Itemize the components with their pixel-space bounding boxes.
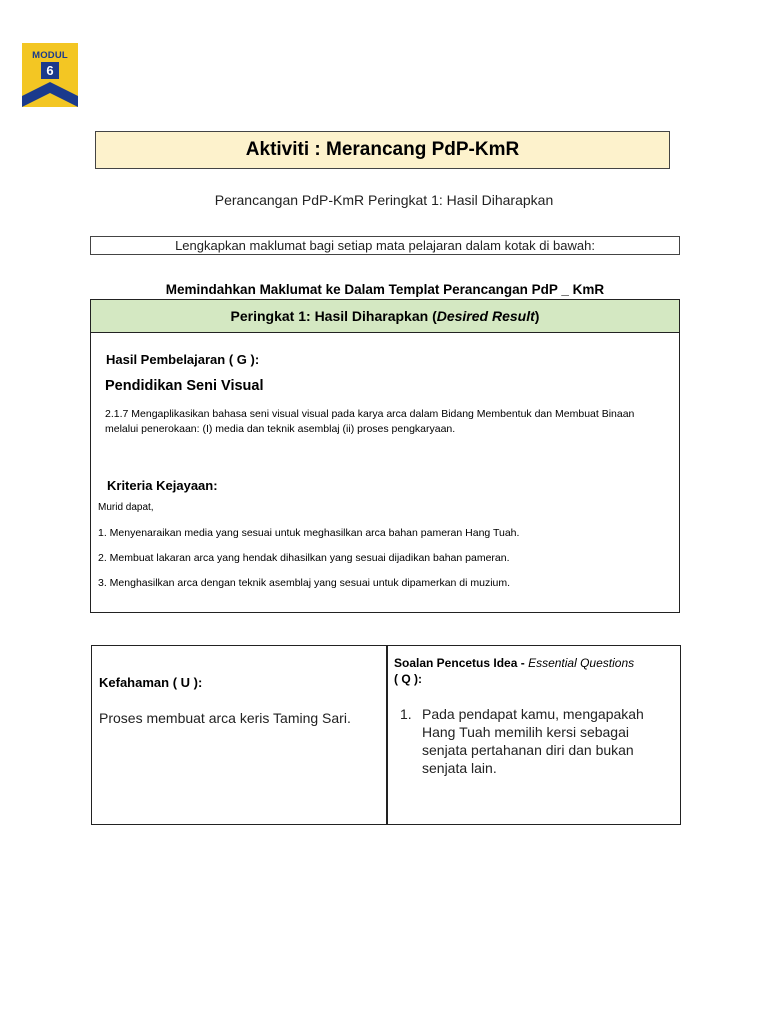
desired-result-header <box>91 300 679 333</box>
question-text: Pada pendapat kamu, mengapakah Hang Tuah memilih kersi sebagai senjata pertahanan diri dan bukan senjata lain. <box>422 706 644 776</box>
chevron-up-icon <box>22 79 78 107</box>
badge-number: 6 <box>41 62 59 79</box>
learning-standard: 2.1.7 Mengaplikasikan bahasa seni visual visual pada karya arca dalam Bidang Membentuk dan Membuat Binaan melalui penerokaan: (I) media dan teknik asemblaj (ii) proses pengkaryaan. <box>105 408 635 435</box>
understanding-text: Proses membuat arca keris Taming Sari. <box>99 710 351 726</box>
essential-questions-label <box>394 655 676 687</box>
column-divider <box>386 646 388 824</box>
question-label-tail: ( Q ): <box>394 672 422 686</box>
desired-result-box <box>90 299 680 613</box>
subject-title: Pendidikan Seni Visual <box>105 378 264 394</box>
header-close: ) <box>534 308 540 324</box>
criteria-label: Kriteria Kejayaan: <box>107 478 218 493</box>
question-label-italic: Essential Questions <box>528 656 635 670</box>
header-italic: Desired Result <box>436 308 535 324</box>
question-item <box>400 705 670 777</box>
understanding-questions-table <box>91 645 681 825</box>
criteria-item: 1. Menyenaraikan media yang sesuai untuk meghasilkan arca bahan pameran Hang Tuah. <box>98 527 520 539</box>
badge-word: MODUL <box>32 50 68 61</box>
header-text: Peringkat 1: Hasil Diharapkan ( <box>230 308 437 324</box>
criteria-intro: Murid dapat, <box>98 502 154 513</box>
criteria-item: 3. Menghasilkan arca dengan teknik asemblaj yang sesuai untuk dipamerkan di muzium. <box>98 577 511 589</box>
question-label-bold: Soalan Pencetus Idea - <box>394 656 525 670</box>
criteria-item: 2. Membuat lakaran arca yang hendak dihasilkan yang sesuai dijadikan bahan pameran. <box>98 552 510 564</box>
instruction-box: Lengkapkan maklumat bagi setiap mata pelajaran dalam kotak di bawah: <box>90 236 680 255</box>
page-title: Aktiviti : Merancang PdP-KmR <box>95 131 670 169</box>
understanding-label: Kefahaman ( U ): <box>99 675 203 690</box>
learning-outcome-label: Hasil Pembelajaran ( G ): <box>106 352 260 367</box>
section-heading: Memindahkan Maklumat ke Dalam Templat Perancangan PdP _ KmR <box>165 282 605 297</box>
question-number: 1. <box>400 706 412 722</box>
page-subtitle: Perancangan PdP-KmR Peringkat 1: Hasil Diharapkan <box>214 192 554 208</box>
modul-badge <box>22 43 78 107</box>
